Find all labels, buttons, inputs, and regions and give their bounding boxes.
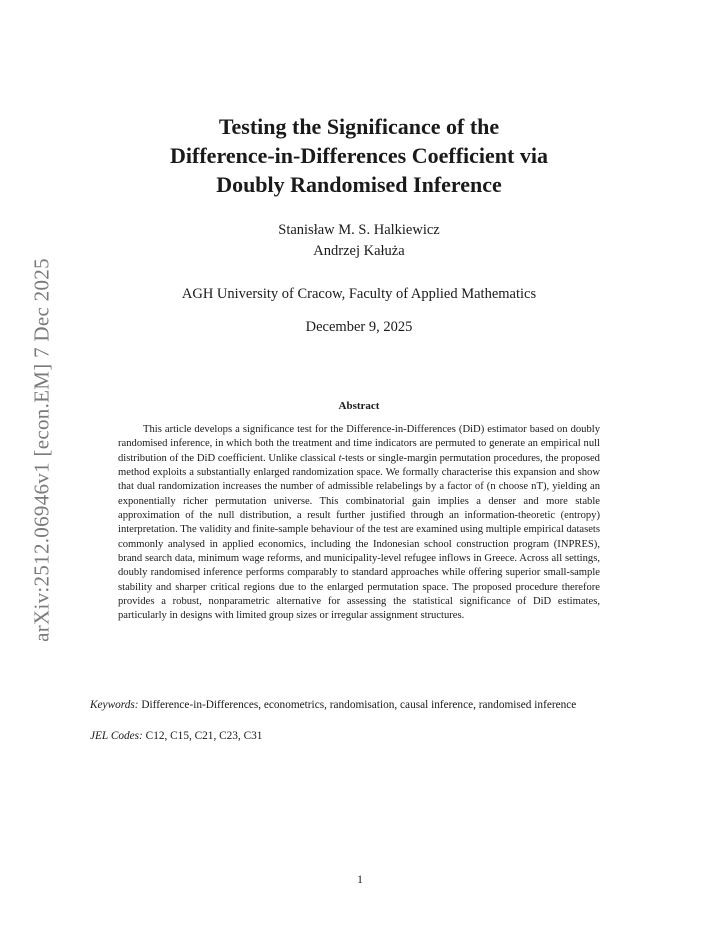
abstract-text: This article develops a significance test for the Difference-in-Differences (DiD) estimator based on doubly randomised inference, in which both the treatment and time indicators are permuted to generate an empirical null distribution of the DiD coefficient. Unlike classical — [118, 424, 600, 464]
abstract-text: -tests or single-margin permutation procedures, the proposed method exploits a substantially enlarged randomization space. We formally characterise this expansion and show that dual randomization increases the number of admissible relabelings by a factor of — [118, 452, 600, 493]
abstract-heading: Abstract — [338, 400, 380, 412]
abstract-text: , yielding an exponentially richer permutation universe. This combinatorial gain implies a denser and more stable approximation of the null distribution, a result further justified through an information-theoretic (entropy) interpretation. The validity and finite-sample behaviour of the test are examined using multiple empirical datasets commonly analysed in applied economics, including the Indonesian school construction program (INPRES), brand search data, minimum wage reforms, and municipality-level refugee inflows in Greece. Across all settings, doubly randomised inference performs comparably to standard approaches while offering superior small-sample stability and sharper critical regions due to the enlarged permutation space. The proposed procedure therefore provides a robust, nonparametric alternative for assessing the statistical significance of DiD estimates, particularly in designs with limited group sizes or irregular assignment structures. — [118, 481, 600, 622]
jel-label: JEL Codes: — [90, 730, 143, 742]
publication-date: December 9, 2025 — [305, 319, 413, 335]
affiliation: AGH University of Cracow, Faculty of Applied Mathematics — [181, 286, 537, 302]
title-line: Doubly Randomised Inference — [216, 172, 502, 197]
abstract-body — [118, 423, 600, 624]
title-line: Difference-in-Differences Coefficient via — [170, 143, 548, 168]
t-symbol: t — [338, 452, 342, 464]
title-line: Testing the Significance of the — [218, 114, 500, 139]
author-list — [90, 220, 628, 262]
arxiv-identifier-stamp: arXiv:2512.06946v1 [econ.EM] 7 Dec 2025 — [29, 258, 54, 642]
binomial-factor: (n choose nT) — [486, 481, 547, 493]
keywords-text: Difference-in-Differences, econometrics, randomisation, causal inference, randomised inference — [141, 699, 577, 711]
keywords-label: Keywords: — [90, 699, 139, 711]
jel-codes — [90, 729, 628, 745]
keywords — [90, 698, 628, 714]
author-name: Stanisław M. S. Halkiewicz — [278, 222, 440, 238]
page-number: 1 — [357, 874, 363, 886]
paper-title — [90, 112, 628, 199]
author-name: Andrzej Kałuża — [313, 243, 405, 259]
jel-text: C12, C15, C21, C23, C31 — [145, 730, 263, 742]
